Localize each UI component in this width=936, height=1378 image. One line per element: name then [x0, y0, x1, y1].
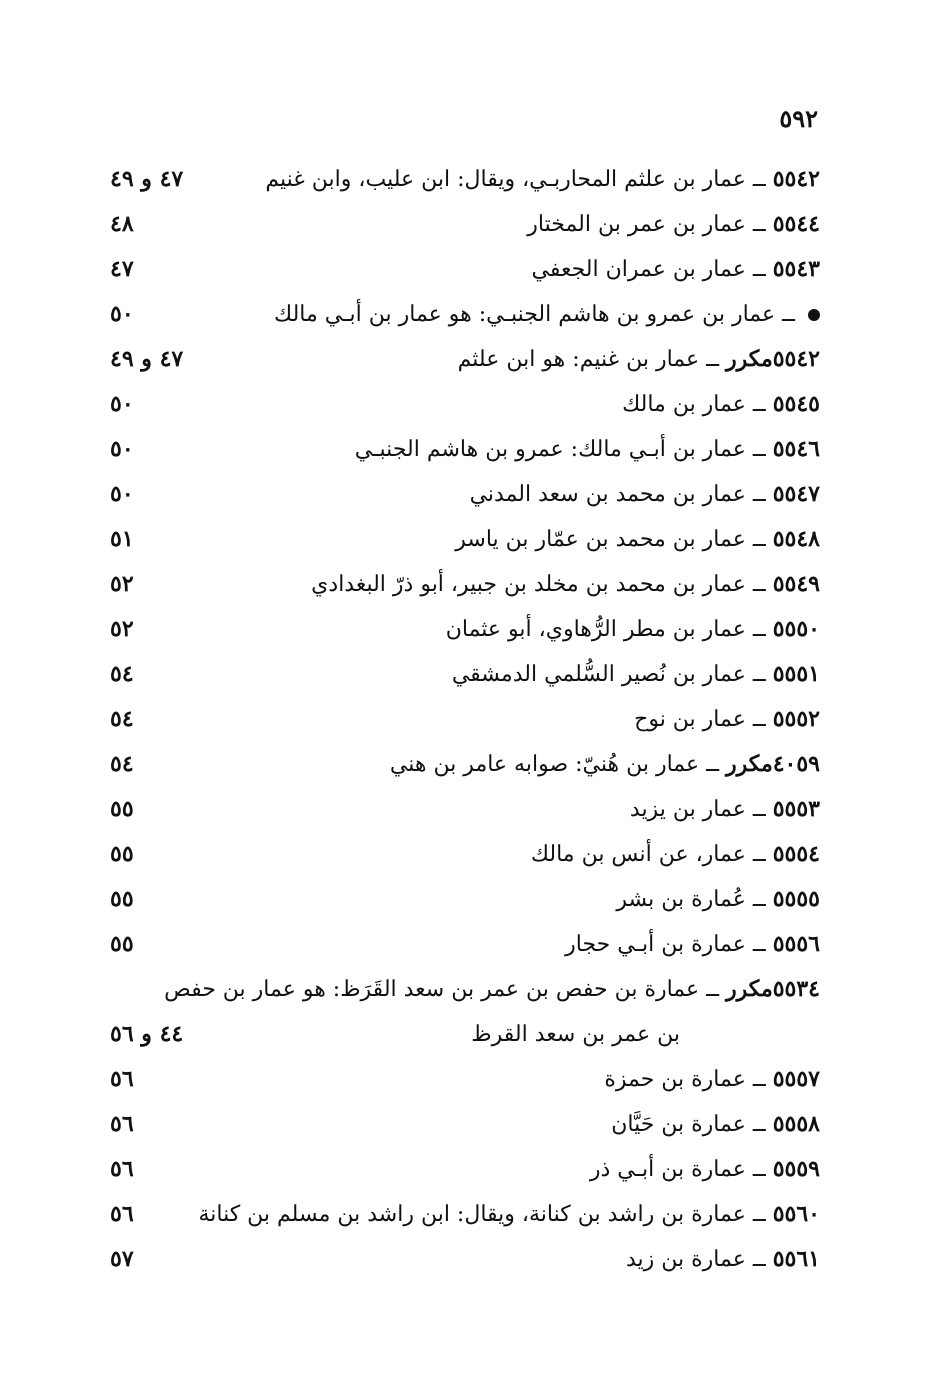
entry-refs: ٥٧ — [110, 1246, 134, 1272]
entry-number: ٥٥٤٤ — [772, 211, 820, 237]
entry-number: ٥٥٥٨ — [772, 1111, 820, 1137]
entry-number: ٥٥٤٣ — [772, 256, 820, 282]
entry-refs: ٥٥ — [110, 931, 134, 957]
entry-text: ــ عمارة بن حَيَّان — [611, 1112, 773, 1137]
list-item — [100, 472, 820, 517]
entry-refs: ٥١ — [110, 526, 134, 552]
entry-main — [311, 562, 820, 607]
entry-number: ٥٥٤٢مكرر — [726, 346, 820, 372]
entry-text: ــ عمار بن علثم المحاربـي، ويقال: ابن عليب، وابن غنيم — [265, 167, 773, 192]
entry-refs: ٥٦ — [110, 1201, 134, 1227]
list-item — [100, 427, 820, 472]
entry-number: ٥٥٤٥ — [772, 391, 820, 417]
entry-main — [630, 787, 820, 832]
entry-main — [531, 247, 820, 292]
list-item — [100, 967, 820, 1012]
entry-main — [590, 1147, 820, 1192]
list-item — [100, 517, 820, 562]
entry-refs: ٥٠ — [110, 301, 134, 327]
entry-refs: ٥٥ — [110, 796, 134, 822]
entry-refs: ٥٦ — [110, 1156, 134, 1182]
entry-refs: ٥٢ — [110, 571, 134, 597]
entry-text: ــ عمار بن نُصير السُّلمي الدمشقي — [451, 662, 773, 687]
entry-main — [164, 967, 820, 1012]
entry-number: ٥٥٥٢ — [772, 706, 820, 732]
list-item — [100, 1237, 820, 1282]
entry-refs: ٤٧ و ٤٩ — [110, 346, 184, 372]
entry-text: ــ عمار بن نوح — [634, 707, 773, 732]
entry-main — [274, 292, 820, 337]
entry-refs: ٥٠ — [110, 391, 134, 417]
entry-refs: ٥٠ — [110, 436, 134, 462]
entry-number: ٥٥٤٢ — [772, 166, 820, 192]
entry-text: ــ عمار بن مطر الرُّهاوي، أبو عثمان — [445, 617, 773, 642]
entry-text: بن عمر بن سعد القرظ — [471, 1022, 680, 1047]
entry-text: ــ عمار بن عمر بن المختار — [527, 212, 773, 237]
entry-main — [622, 382, 820, 427]
entry-number: ٥٥٥٩ — [772, 1156, 820, 1182]
entry-refs: ٥٦ — [110, 1066, 134, 1092]
entry-number: ٤٠٥٩مكرر — [726, 751, 820, 777]
entry-number: ٥٥٥٣ — [772, 796, 820, 822]
list-item — [100, 1192, 820, 1237]
page-number: ٥٩٢ — [779, 104, 818, 133]
entry-refs: ٥٥ — [110, 886, 134, 912]
entry-main — [611, 1102, 820, 1147]
entry-number: ٥٥٤٨ — [772, 526, 820, 552]
list-item — [100, 922, 820, 967]
entry-main — [355, 427, 820, 472]
entry-refs: ٥٠ — [110, 481, 134, 507]
entry-main — [565, 922, 820, 967]
entry-number: ٥٥٥١ — [772, 661, 820, 687]
list-item — [100, 652, 820, 697]
list-item — [100, 832, 820, 877]
list-item-continuation — [100, 1012, 820, 1057]
entry-text: ــ عُمارة بن بشر — [616, 887, 773, 912]
entry-refs: ٥٥ — [110, 841, 134, 867]
entry-main — [446, 607, 820, 652]
list-item — [100, 1057, 820, 1102]
entry-number: ٥٥٥٥ — [772, 886, 820, 912]
entry-text: ــ عمار بن مالك — [622, 392, 773, 417]
list-item — [100, 247, 820, 292]
entry-refs: ٤٨ — [110, 211, 134, 237]
entry-text: ــ عمار بن هُنيّ: صوابه عامر بن هني — [389, 752, 727, 777]
entry-text: ــ عمار بن عمرو بن هاشم الجنبـي: هو عمار بن أبـي مالك — [274, 302, 802, 327]
entry-text: ــ عمارة بن أبـي ذر — [589, 1157, 773, 1182]
entry-text: ــ عمار بن محمد بن عمّار بن ياسر — [455, 527, 773, 552]
entry-number: ٥٥٥٠ — [772, 616, 820, 642]
list-item — [100, 562, 820, 607]
entry-refs: ٥٢ — [110, 616, 134, 642]
entry-text: ــ عمار بن أبـي مالك: عمرو بن هاشم الجنبـي — [354, 437, 773, 462]
entry-text: ــ عمارة بن راشد بن كنانة، ويقال: ابن راشد بن مسلم بن كنانة — [198, 1202, 773, 1227]
entry-text: ــ عمار بن عمران الجعفي — [531, 257, 773, 282]
entry-refs: ٤٧ — [110, 256, 134, 282]
list-item — [100, 1147, 820, 1192]
entry-refs: ٤٧ و ٤٩ — [110, 166, 184, 192]
list-item — [100, 1102, 820, 1147]
entry-main — [452, 652, 820, 697]
entry-text: ــ عمار بن غنيم: هو ابن علثم — [457, 347, 727, 372]
list-item — [100, 202, 820, 247]
entry-text: ــ عمارة بن حمزة — [604, 1067, 773, 1092]
entry-number: ٥٥٤٩ — [772, 571, 820, 597]
list-item — [100, 877, 820, 922]
entry-number: ٥٥٦٠ — [772, 1201, 820, 1227]
entry-text: ــ عمارة بن حفص بن عمر بن سعد القَرَظ: هو عمار بن حفص — [164, 977, 727, 1002]
entry-refs: ٤٤ و ٥٦ — [110, 1021, 184, 1047]
list-item — [100, 382, 820, 427]
entry-refs: ٥٤ — [110, 706, 134, 732]
entry-main — [455, 517, 820, 562]
list-item — [100, 157, 820, 202]
list-item — [100, 337, 820, 382]
entry-main — [470, 472, 820, 517]
entry-main — [390, 742, 820, 787]
entry-text: ــ عمار، عن أنس بن مالك — [530, 842, 773, 867]
list-item — [100, 697, 820, 742]
bullet-icon — [808, 309, 820, 321]
entry-refs: ٥٤ — [110, 751, 134, 777]
entry-number: ٥٥٤٦ — [772, 436, 820, 462]
entry-text: ــ عمار بن يزيد — [629, 797, 773, 822]
entry-main — [634, 697, 820, 742]
list-item — [100, 742, 820, 787]
entry-text: ــ عمارة بن أبـي حجار — [565, 932, 773, 957]
entry-text: ــ عمارة بن زيد — [626, 1247, 773, 1272]
list-item — [100, 787, 820, 832]
entry-text: ــ عمار بن محمد بن سعد المدني — [469, 482, 773, 507]
entry-main — [616, 877, 820, 922]
entry-main — [198, 1192, 820, 1237]
index-entries — [100, 157, 820, 1282]
entry-main — [531, 832, 820, 877]
entry-number: ٥٥٥٦ — [772, 931, 820, 957]
entry-main — [458, 337, 820, 382]
entry-refs: ٥٤ — [110, 661, 134, 687]
entry-main — [626, 1237, 820, 1282]
entry-main — [604, 1057, 820, 1102]
entry-number: ٥٥٤٧ — [772, 481, 820, 507]
entry-number: ٥٥٥٤ — [772, 841, 820, 867]
list-item — [100, 292, 820, 337]
entry-main — [527, 202, 820, 247]
entry-refs: ٥٦ — [110, 1111, 134, 1137]
entry-number: ٥٥٥٧ — [772, 1066, 820, 1092]
entry-text: ــ عمار بن محمد بن مخلد بن جبير، أبو ذرّ البغدادي — [311, 572, 773, 597]
list-item — [100, 607, 820, 652]
entry-number: ٥٥٣٤مكرر — [726, 976, 820, 1002]
entry-number: ٥٥٦١ — [772, 1246, 820, 1272]
entry-main — [265, 157, 820, 202]
